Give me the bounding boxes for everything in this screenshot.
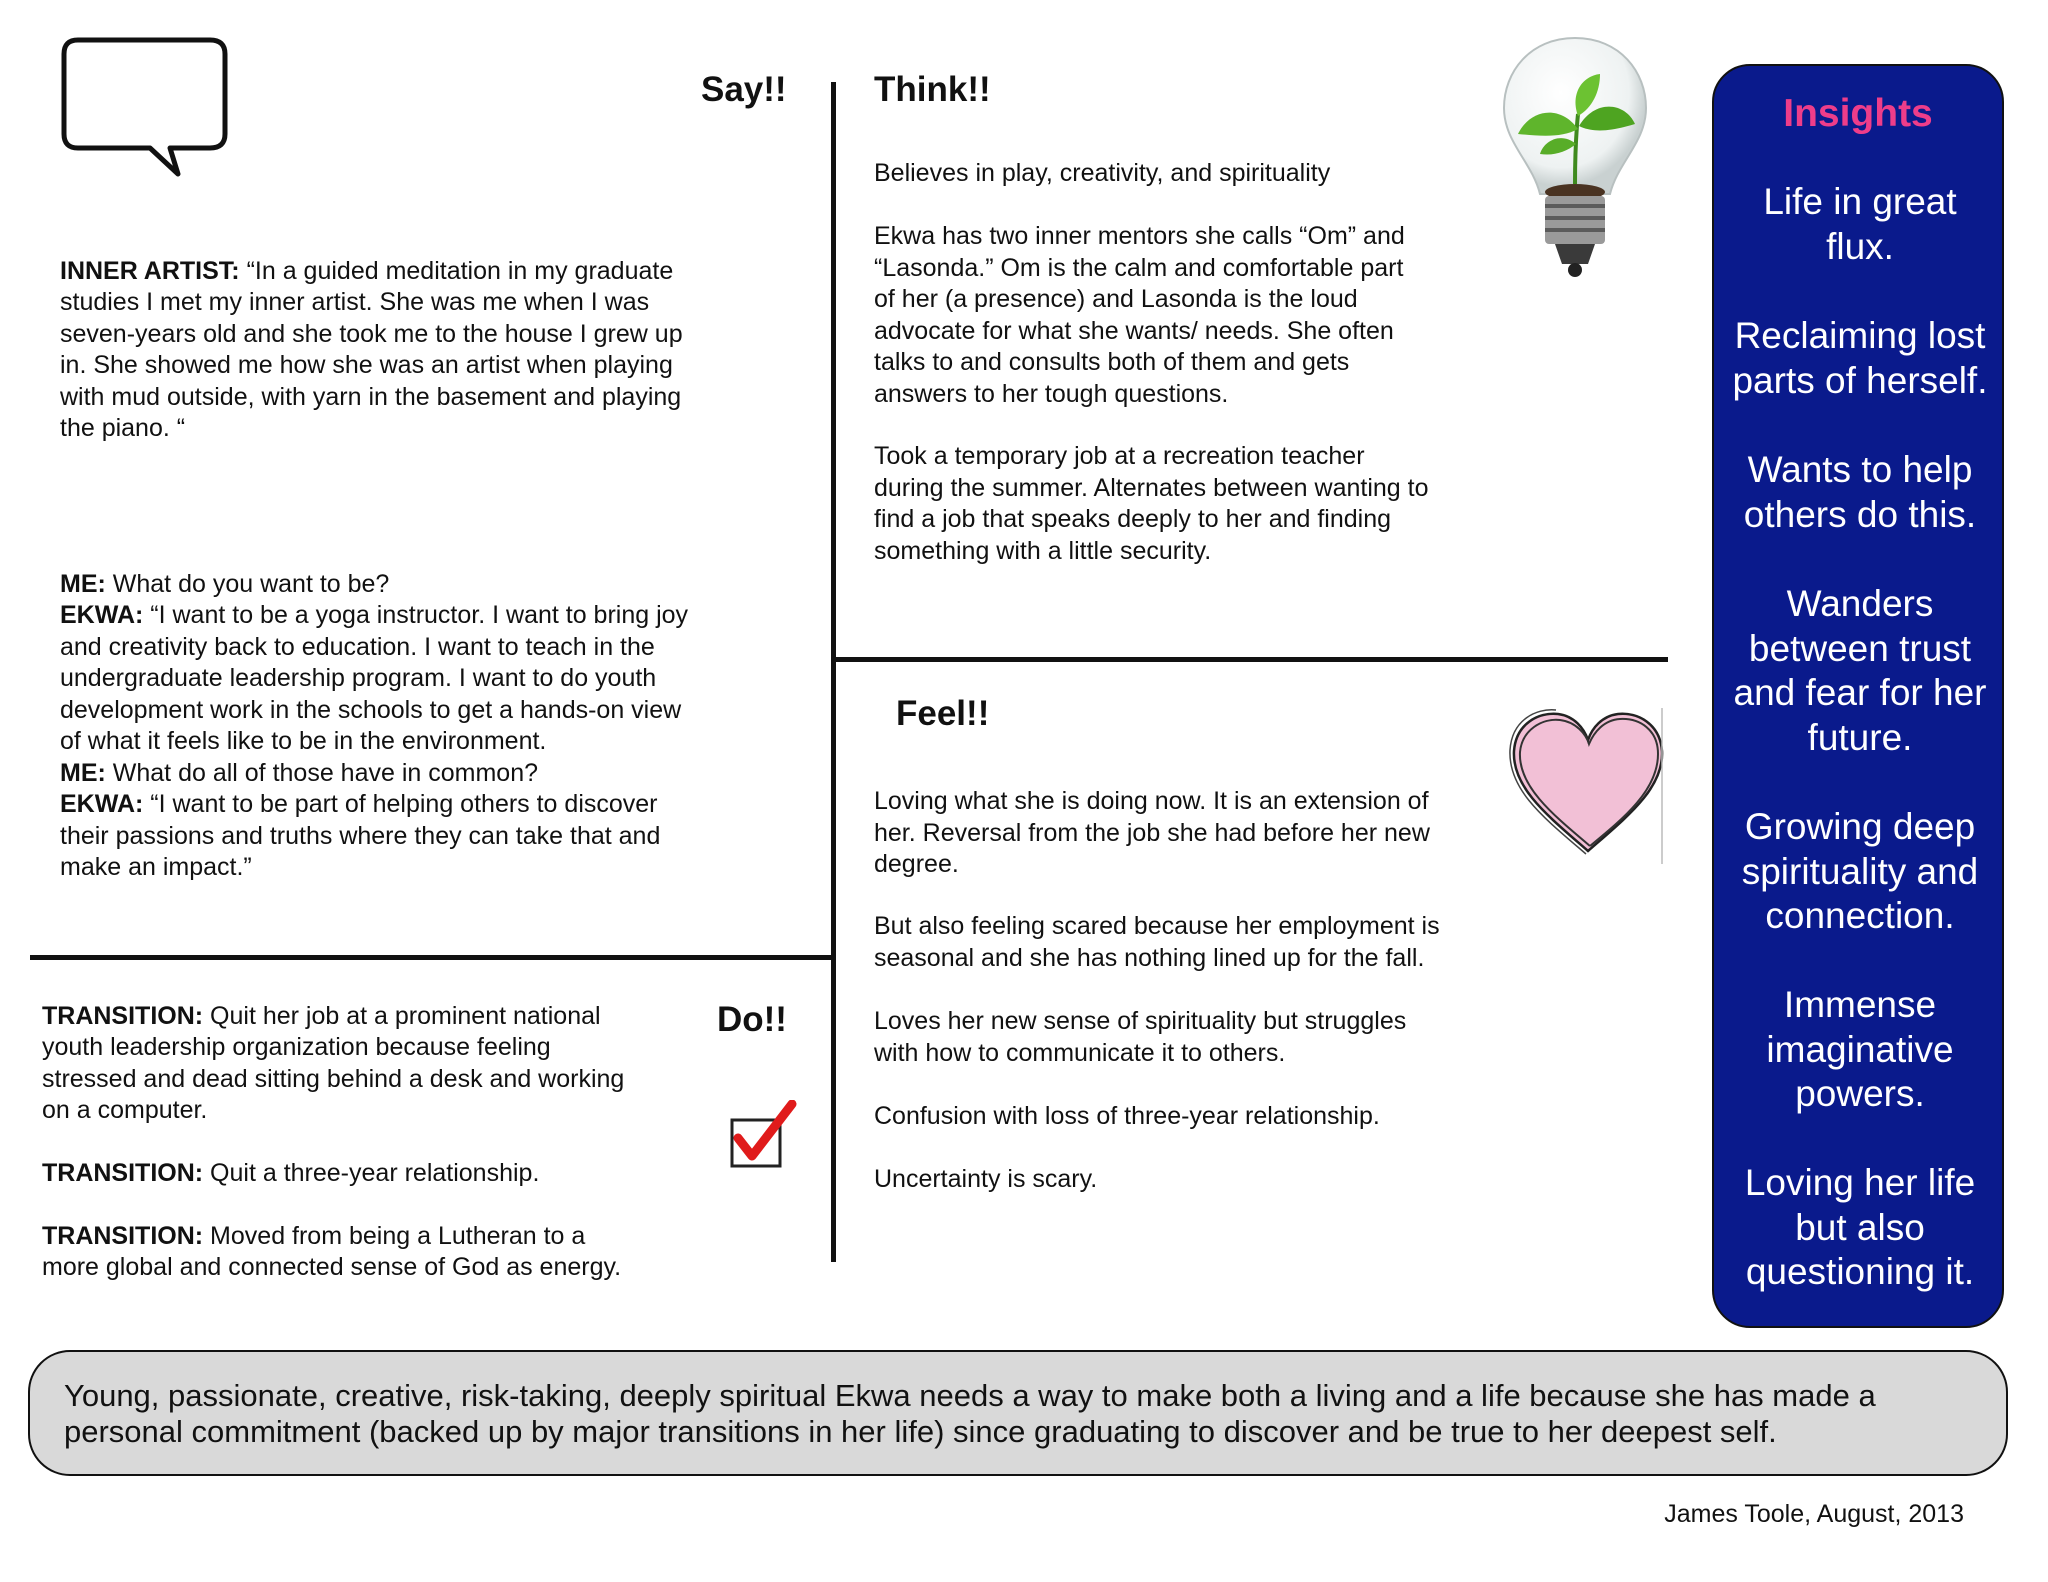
transition-text: Quit a three-year relationship. [203,1158,540,1187]
insight-item: Immense imaginative powers. [1766,984,1954,1114]
think-paragraph: Took a temporary job at a recreation teacher during the summer. Alternates between wanting to find a job that speaks deeply to her and finding something with a little security. [874,442,1429,565]
transition-label: TRANSITION: [42,1158,204,1187]
do-heading: Do!! [717,1000,787,1039]
insight-item: Loving her life but also questioning it. [1744,1162,1976,1292]
say-heading: Say!! [701,70,787,109]
think-paragraph: Ekwa has two inner mentors she calls “Om” and “Lasonda.” Om is the calm and comfortable part of her (a presence) and Lasonda is the loud advocate for what she wants/ needs. She often talks to and consults both of them and gets answers to her tough questions. [874,222,1405,408]
dialogue-line: “I want to be a yoga instructor. I want to bring joy and creativity back to education. I want to teach in the undergraduate leadership program. I want to do youth development work in the schools to get a hands-on view of what it feels like to be in the environment. [60,601,689,755]
feel-paragraph: Loves her new sense of spirituality but struggles with how to communicate it to others. [874,1007,1407,1067]
insight-item: Wants to help others do this. [1743,449,1977,535]
heart-icon [1508,706,1668,866]
interview-dialogue [60,537,780,884]
insight-item: Wanders between trust and fear for her future. [1733,583,1987,758]
feel-paragraph: Confusion with loss of three-year relationship. [874,1102,1380,1130]
transition-text: Quit her job at a prominent national youth leadership organization because feeling stressed and dead sitting behind a desk and working on a computer. [42,1001,625,1124]
speech-bubble-icon [60,34,240,184]
speaker-label: ME: [60,569,106,598]
horizontal-divider-right [833,657,1668,662]
insight-item: Reclaiming lost parts of herself. [1732,315,1988,401]
inner-artist-text: “In a guided meditation in my graduate studies I met my inner artist. She was me when I was seven-years old and she took me to the house I grew up in. She showed me how she was an artist when playing with mud outside, with yarn in the basement and playing the piano. “ [60,256,683,442]
feel-paragraph: But also feeling scared because her employment is seasonal and she has nothing lined up for the fall. [874,912,1440,972]
inner-artist-quote [60,224,760,445]
dialogue-line: What do all of those have in common? [105,758,539,787]
dialogue-line: What do you want to be? [105,569,390,598]
feel-paragraph: Uncertainty is scary. [874,1165,1098,1193]
dialogue-line: “I want to be part of helping others to discover their passions and truths where they can take that and make an impact.” [60,790,661,881]
think-paragraph: Believes in play, creativity, and spirituality [874,159,1331,187]
speaker-label: EKWA: [60,601,144,629]
insight-item: Growing deep spirituality and connection. [1741,806,1979,936]
horizontal-divider-left [30,955,833,960]
vertical-divider [831,82,836,1262]
transition-label: TRANSITION: [42,1221,204,1250]
do-item [42,1126,702,1189]
speaker-label: EKWA: [60,790,144,818]
insight-item: Life in great flux. [1763,181,1957,267]
feel-paragraph: Loving what she is doing now. It is an extension of her. Reversal from the job she had before her new degree. [874,787,1430,878]
summary-box [28,1350,2008,1476]
insights-title: Insights [1783,92,1933,135]
author-credit: James Toole, August, 2013 [1664,1500,1964,1528]
inner-artist-label: INNER ARTIST: [60,256,240,285]
do-item [42,1189,742,1284]
speaker-label: ME: [60,758,106,787]
think-heading: Think!! [874,70,991,109]
insights-panel [1712,64,2004,1328]
transition-text: Moved from being a Lutheran to a more global and connected sense of God as energy. [42,1221,622,1281]
feel-heading: Feel!! [896,694,990,733]
do-item [42,969,702,1127]
transition-label: TRANSITION: [42,1001,204,1030]
lightbulb-plant-icon [1500,34,1650,284]
summary-text: Young, passionate, creative, risk-taking, deeply spiritual Ekwa needs a way to make both a living and a life because she has made a personal commitment (backed up by major transitions in her life) since graduating to discover and be true to her deepest self. [64,1378,1876,1449]
checkbox-checked-icon [730,1100,800,1170]
